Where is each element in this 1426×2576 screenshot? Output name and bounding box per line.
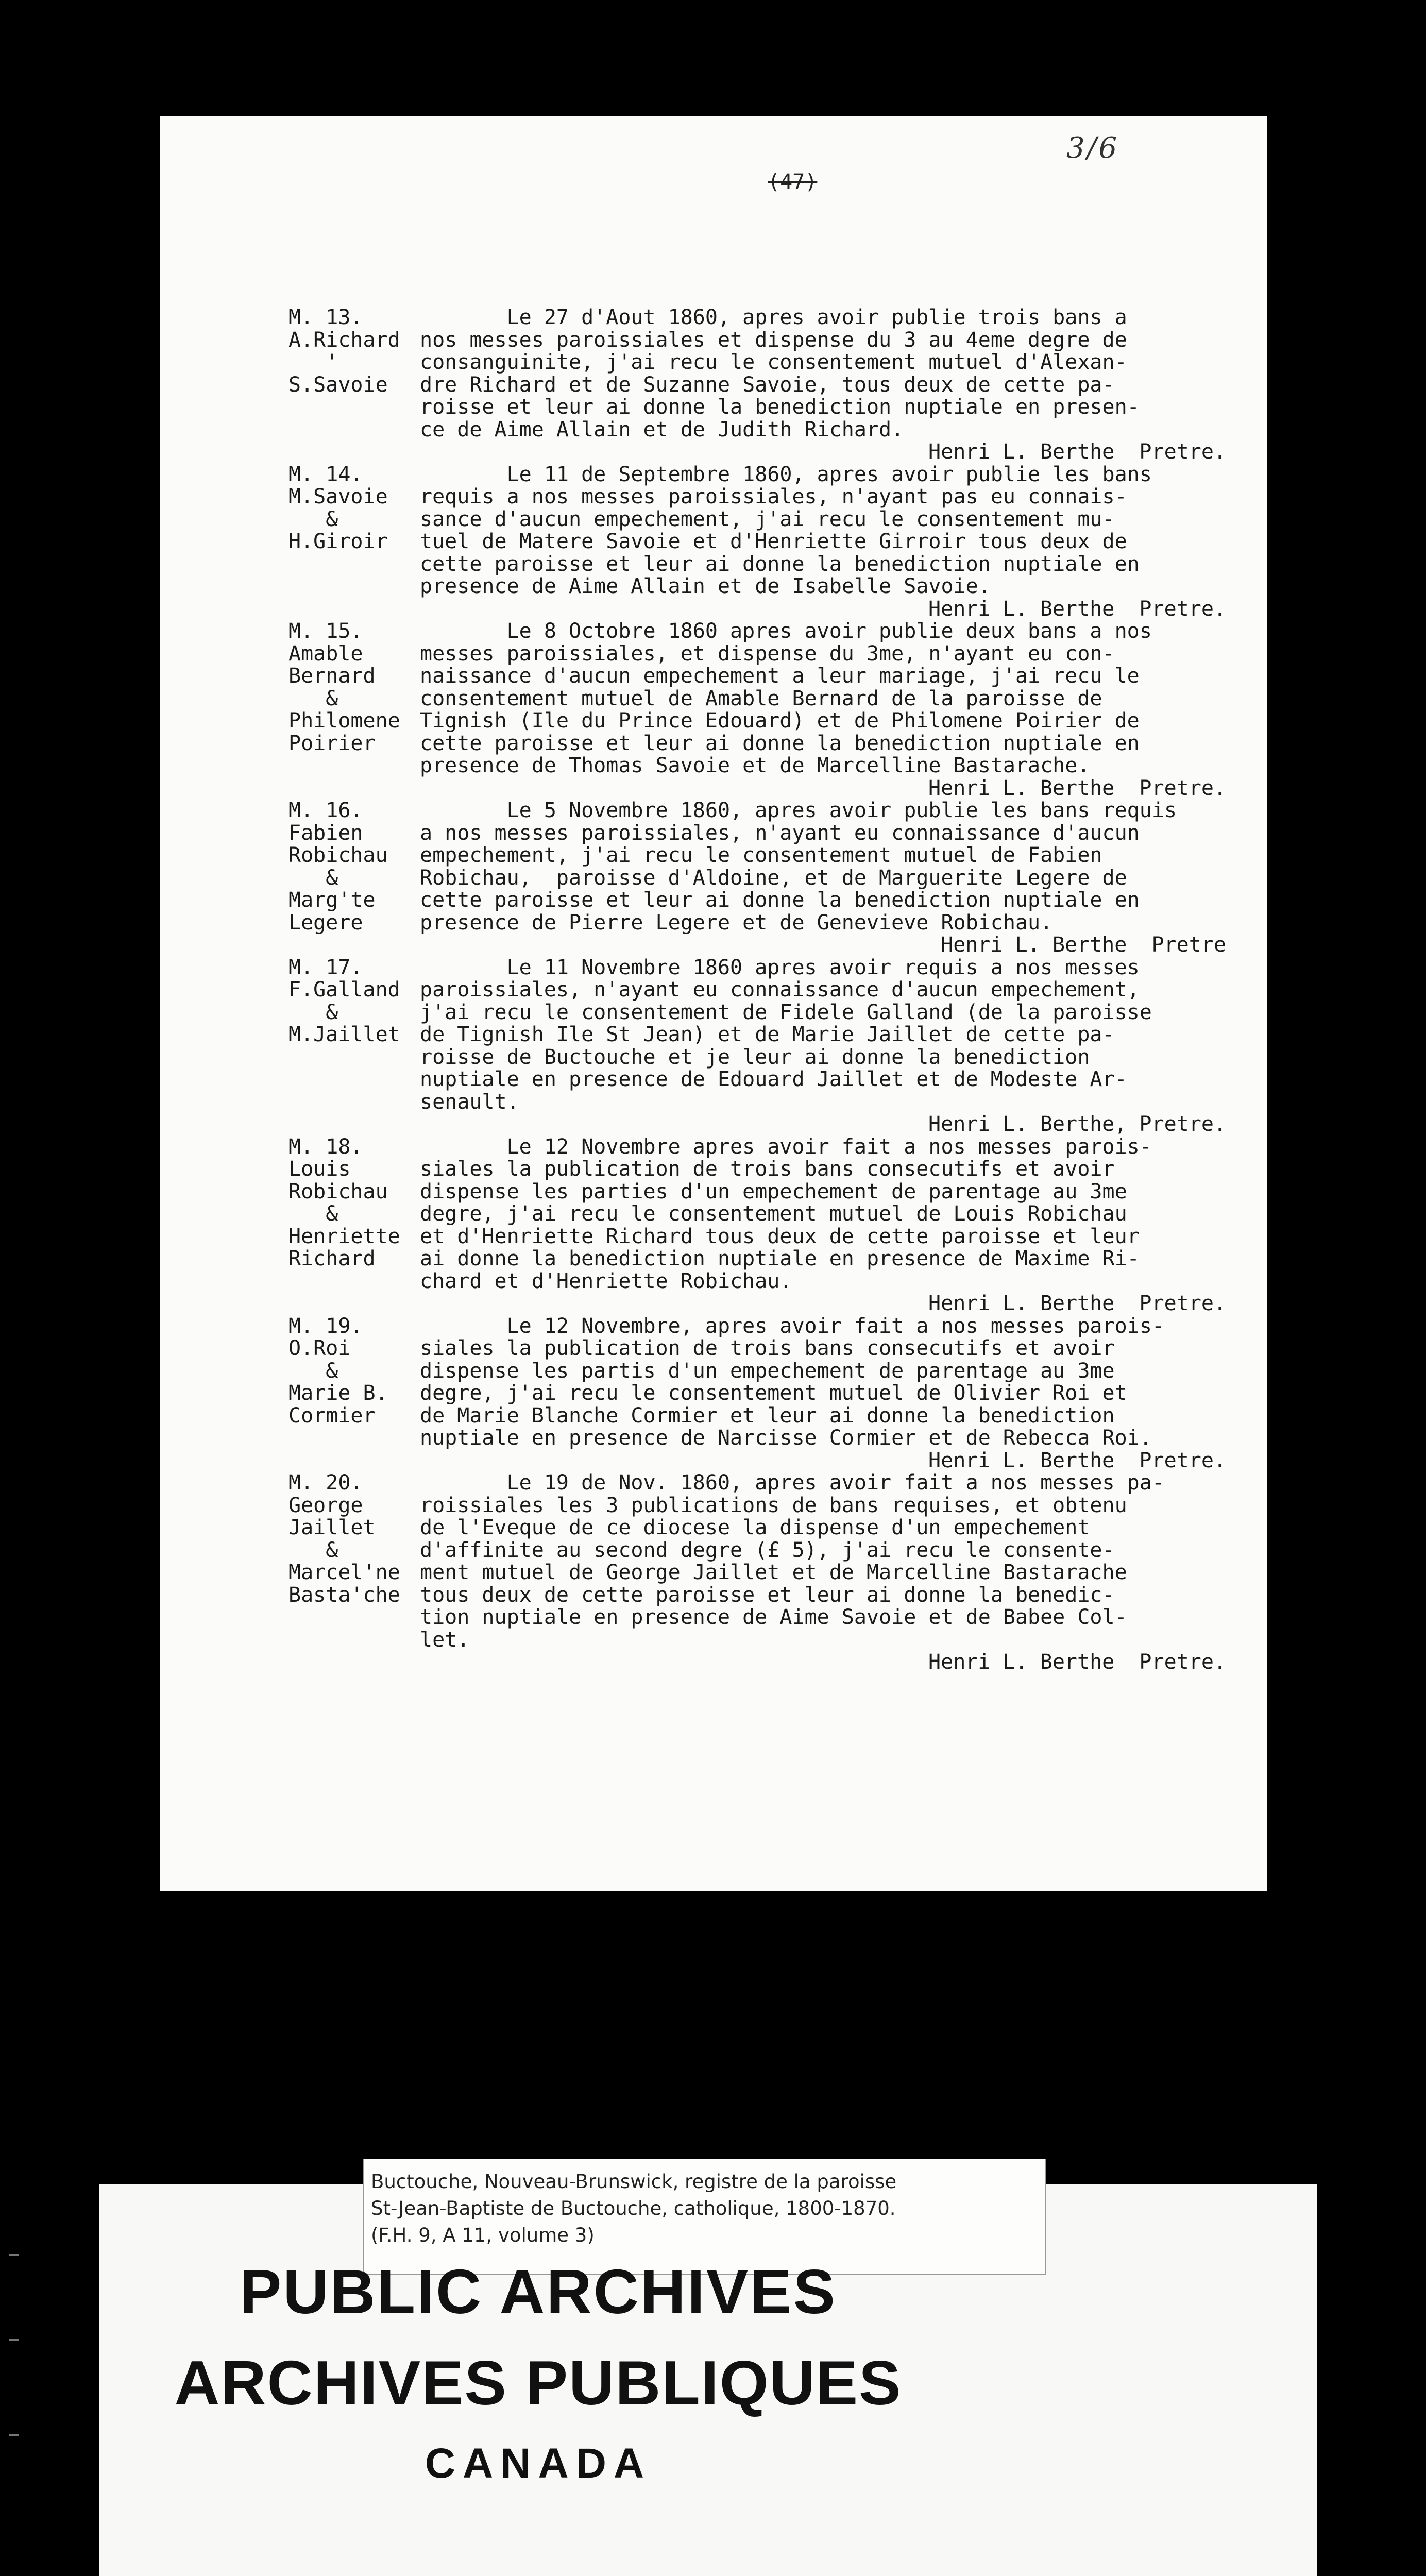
record-line: Tignish (Ile du Prince Edouard) et de Philomene Poirier de	[420, 709, 1140, 733]
margin-line: Poirier	[288, 731, 376, 755]
marriage-record	[288, 957, 1247, 1136]
margin-line: F.Galland	[288, 978, 400, 1002]
margin-line: Philomene	[288, 709, 400, 733]
record-line: cette paroisse et leur ai donne la benediction nuptiale en	[420, 888, 1140, 912]
record-margin-note	[288, 464, 420, 621]
archive-country: CANADA	[425, 2440, 652, 2487]
record-line: Le 11 de Septembre 1860, apres avoir publie les bans	[420, 463, 1152, 486]
record-line: Robichau, paroisse d'Aldoine, et de Marguerite Legere de	[420, 866, 1127, 890]
record-line: dre Richard et de Suzanne Savoie, tous deux de cette pa-	[420, 372, 1115, 397]
record-line: siales la publication de trois bans consecutifs et avoir	[420, 1336, 1115, 1360]
margin-line: Robichau	[288, 1179, 388, 1204]
record-margin-note	[288, 307, 420, 464]
margin-line: S.Savoie	[288, 372, 388, 397]
archive-title-en: PUBLIC ARCHIVES	[240, 2257, 837, 2327]
record-line: tous deux de cette paroisse et leur ai donne la benedic-	[420, 1583, 1115, 1607]
margin-line: Fabien	[288, 821, 363, 845]
margin-line: M. 17.	[288, 955, 363, 979]
record-line: empechement, j'ai recu le consentement mutuel de Fabien	[420, 843, 1102, 867]
marriage-record	[288, 1472, 1247, 1674]
margin-line: Louis	[288, 1157, 351, 1181]
page-number	[768, 170, 817, 194]
record-line: ment mutuel de George Jaillet et de Marcelline Bastarache	[420, 1561, 1127, 1584]
margin-line: &	[288, 1538, 338, 1562]
reference-line: St-Jean-Baptiste de Buctouche, catholique, 1800-1870.	[371, 2197, 896, 2219]
record-margin-note	[288, 800, 420, 957]
margin-line: Amable	[288, 641, 363, 666]
marriage-record	[288, 464, 1247, 621]
margin-line: A.Richard	[288, 328, 400, 352]
record-line: Le 12 Novembre, apres avoir fait a nos messes parois-	[420, 1315, 1164, 1338]
record-line: nos messes paroissiales et dispense du 3 au 4eme degre de	[420, 328, 1127, 352]
margin-line: George	[288, 1493, 363, 1517]
record-line: requis a nos messes paroissiales, n'ayant pas eu connais-	[420, 485, 1127, 509]
priest-signature: Henri L. Berthe, Pretre.	[928, 1112, 1226, 1136]
edge-tick	[9, 2434, 19, 2436]
marriage-record	[288, 800, 1247, 957]
record-line: nuptiale en presence de Narcisse Cormier et de Rebecca Roi.	[420, 1426, 1152, 1450]
record-line: tuel de Matere Savoie et d'Henriette Girroir tous deux de	[420, 530, 1127, 553]
record-body	[420, 307, 1247, 464]
record-body	[420, 957, 1247, 1136]
margin-line: M. 15.	[288, 619, 363, 643]
margin-line: Bernard	[288, 664, 376, 688]
record-line: de Tignish Ile St Jean) et de Marie Jaillet de cette pa-	[420, 1023, 1115, 1046]
record-line: ai donne la benediction nuptiale en presence de Maxime Ri-	[420, 1247, 1140, 1270]
record-body	[420, 1315, 1247, 1472]
record-line: Le 5 Novembre 1860, apres avoir publie les bans requis	[420, 800, 1177, 822]
margin-line: M. 13.	[288, 306, 363, 329]
margin-line: Cormier	[288, 1403, 376, 1428]
margin-line: O.Roi	[288, 1336, 351, 1360]
margin-line: M. 19.	[288, 1314, 363, 1338]
struck-page-number: (47)	[768, 170, 818, 194]
record-line: roisse de Buctouche et je leur ai donne la benediction	[420, 1045, 1090, 1069]
margin-line: '	[288, 350, 338, 374]
marriage-record	[288, 1315, 1247, 1472]
marriage-record	[288, 1136, 1247, 1315]
record-line: siales la publication de trois bans consecutifs et avoir	[420, 1157, 1115, 1181]
margin-line: Marcel'ne	[288, 1561, 400, 1584]
margin-line: M. 20.	[288, 1471, 363, 1495]
record-line: Le 11 Novembre 1860 apres avoir requis a nos messes	[420, 956, 1140, 979]
record-body	[420, 800, 1247, 957]
priest-signature: Henri L. Berthe Pretre.	[928, 1650, 1226, 1674]
record-line: presence de Aime Allain et de Isabelle Savoie.	[420, 574, 991, 598]
record-margin-note	[288, 620, 420, 800]
record-line: presence de Pierre Legere et de Genevieve Robichau.	[420, 910, 1053, 935]
reference-line: Buctouche, Nouveau-Brunswick, registre de la paroisse	[371, 2171, 897, 2193]
margin-line: M. 14.	[288, 462, 363, 486]
marriage-records	[288, 307, 1247, 1674]
archive-title-fr: ARCHIVES PUBLIQUES	[174, 2348, 902, 2418]
record-line: Le 12 Novembre apres avoir fait a nos messes parois-	[420, 1136, 1152, 1159]
margin-line: Legere	[288, 910, 363, 935]
priest-signature: Henri L. Berthe Pretre.	[928, 1448, 1226, 1472]
priest-signature: Henri L. Berthe Pretre	[941, 933, 1226, 957]
edge-tick	[9, 2339, 19, 2341]
record-line: de l'Eveque de ce diocese la dispense d'un empechement	[420, 1516, 1090, 1539]
record-line: a nos messes paroissiales, n'ayant eu connaissance d'aucun	[420, 821, 1140, 845]
record-line: dispense les partis d'un empechement de parentage au 3me	[420, 1359, 1115, 1383]
record-line: consentement mutuel de Amable Bernard de la paroisse de	[420, 686, 1102, 710]
margin-line: M.Jaillet	[288, 1023, 400, 1046]
record-line: roisse et leur ai donne la benediction nuptiale en presen-	[420, 395, 1140, 419]
record-body	[420, 620, 1247, 800]
record-line: roissiales les 3 publications de bans requises, et obtenu	[420, 1493, 1127, 1517]
margin-line: Robichau	[288, 843, 388, 867]
margin-line: Henriette	[288, 1224, 400, 1248]
marriage-record	[288, 307, 1247, 464]
marriage-record	[288, 620, 1247, 800]
margin-line: Basta'che	[288, 1583, 400, 1607]
record-line: let.	[420, 1628, 470, 1652]
record-line: nuptiale en presence de Edouard Jaillet et de Modeste Ar-	[420, 1067, 1127, 1091]
record-line: sance d'aucun empechement, j'ai recu le consentement mu-	[420, 507, 1115, 531]
margin-line: Marg'te	[288, 888, 376, 912]
record-line: cette paroisse et leur ai donne la benediction nuptiale en	[420, 552, 1140, 576]
record-body	[420, 1472, 1247, 1674]
record-line: degre, j'ai recu le consentement mutuel de Olivier Roi et	[420, 1381, 1127, 1405]
record-line: senault.	[420, 1090, 519, 1114]
margin-line: M. 18.	[288, 1134, 363, 1159]
margin-line: Jaillet	[288, 1516, 376, 1539]
margin-line: Richard	[288, 1247, 376, 1270]
margin-line: M.Savoie	[288, 485, 388, 509]
margin-line: &	[288, 507, 338, 531]
record-line: tion nuptiale en presence de Aime Savoie et de Babee Col-	[420, 1605, 1127, 1629]
priest-signature: Henri L. Berthe Pretre.	[928, 1292, 1226, 1315]
reference-line: (F.H. 9, A 11, volume 3)	[371, 2224, 595, 2246]
record-line: Le 27 d'Aout 1860, apres avoir publie trois bans a	[420, 307, 1127, 329]
priest-signature: Henri L. Berthe Pretre.	[928, 776, 1226, 800]
margin-line: H.Giroir	[288, 530, 388, 553]
margin-line: &	[288, 686, 338, 710]
priest-signature: Henri L. Berthe Pretre.	[928, 440, 1226, 464]
record-line: presence de Thomas Savoie et de Marcelline Bastarache.	[420, 754, 1090, 777]
record-line: chard et d'Henriette Robichau.	[420, 1269, 792, 1293]
record-line: paroissiales, n'ayant eu connaissance d'aucun empechement,	[420, 978, 1140, 1002]
record-line: naissance d'aucun empechement a leur mariage, j'ai recu le	[420, 664, 1140, 688]
folio-number: 3/6	[1066, 131, 1119, 165]
record-line: et d'Henriette Richard tous deux de cette paroisse et leur	[420, 1224, 1140, 1248]
priest-signature: Henri L. Berthe Pretre.	[928, 597, 1226, 620]
record-line: j'ai recu le consentement de Fidele Galland (de la paroisse	[420, 1000, 1152, 1024]
record-body	[420, 1136, 1247, 1315]
register-page	[160, 116, 1267, 1891]
record-line: ce de Aime Allain et de Judith Richard.	[420, 417, 904, 442]
record-line: consanguinite, j'ai recu le consentement mutuel d'Alexan-	[420, 350, 1127, 374]
record-body	[420, 464, 1247, 621]
record-line: degre, j'ai recu le consentement mutuel de Louis Robichau	[420, 1202, 1127, 1226]
record-margin-note	[288, 1315, 420, 1472]
record-line: de Marie Blanche Cormier et leur ai donne la benediction	[420, 1403, 1115, 1428]
record-line: Le 8 Octobre 1860 apres avoir publie deux bans a nos	[420, 620, 1152, 643]
record-line: dispense les parties d'un empechement de parentage au 3me	[420, 1179, 1127, 1204]
margin-line: Marie B.	[288, 1381, 388, 1405]
record-line: messes paroissiales, et dispense du 3me, n'ayant eu con-	[420, 641, 1115, 666]
margin-line: M. 16.	[288, 799, 363, 822]
record-margin-note	[288, 1472, 420, 1674]
record-margin-note	[288, 957, 420, 1136]
record-margin-note	[288, 1136, 420, 1315]
record-line: d'affinite au second degre (£ 5), j'ai recu le consente-	[420, 1538, 1115, 1562]
margin-line: &	[288, 866, 338, 890]
margin-line: &	[288, 1359, 338, 1383]
margin-line: &	[288, 1202, 338, 1226]
margin-line: &	[288, 1000, 338, 1024]
record-line: cette paroisse et leur ai donne la benediction nuptiale en	[420, 731, 1140, 755]
record-line: Le 19 de Nov. 1860, apres avoir fait a nos messes pa-	[420, 1472, 1164, 1495]
